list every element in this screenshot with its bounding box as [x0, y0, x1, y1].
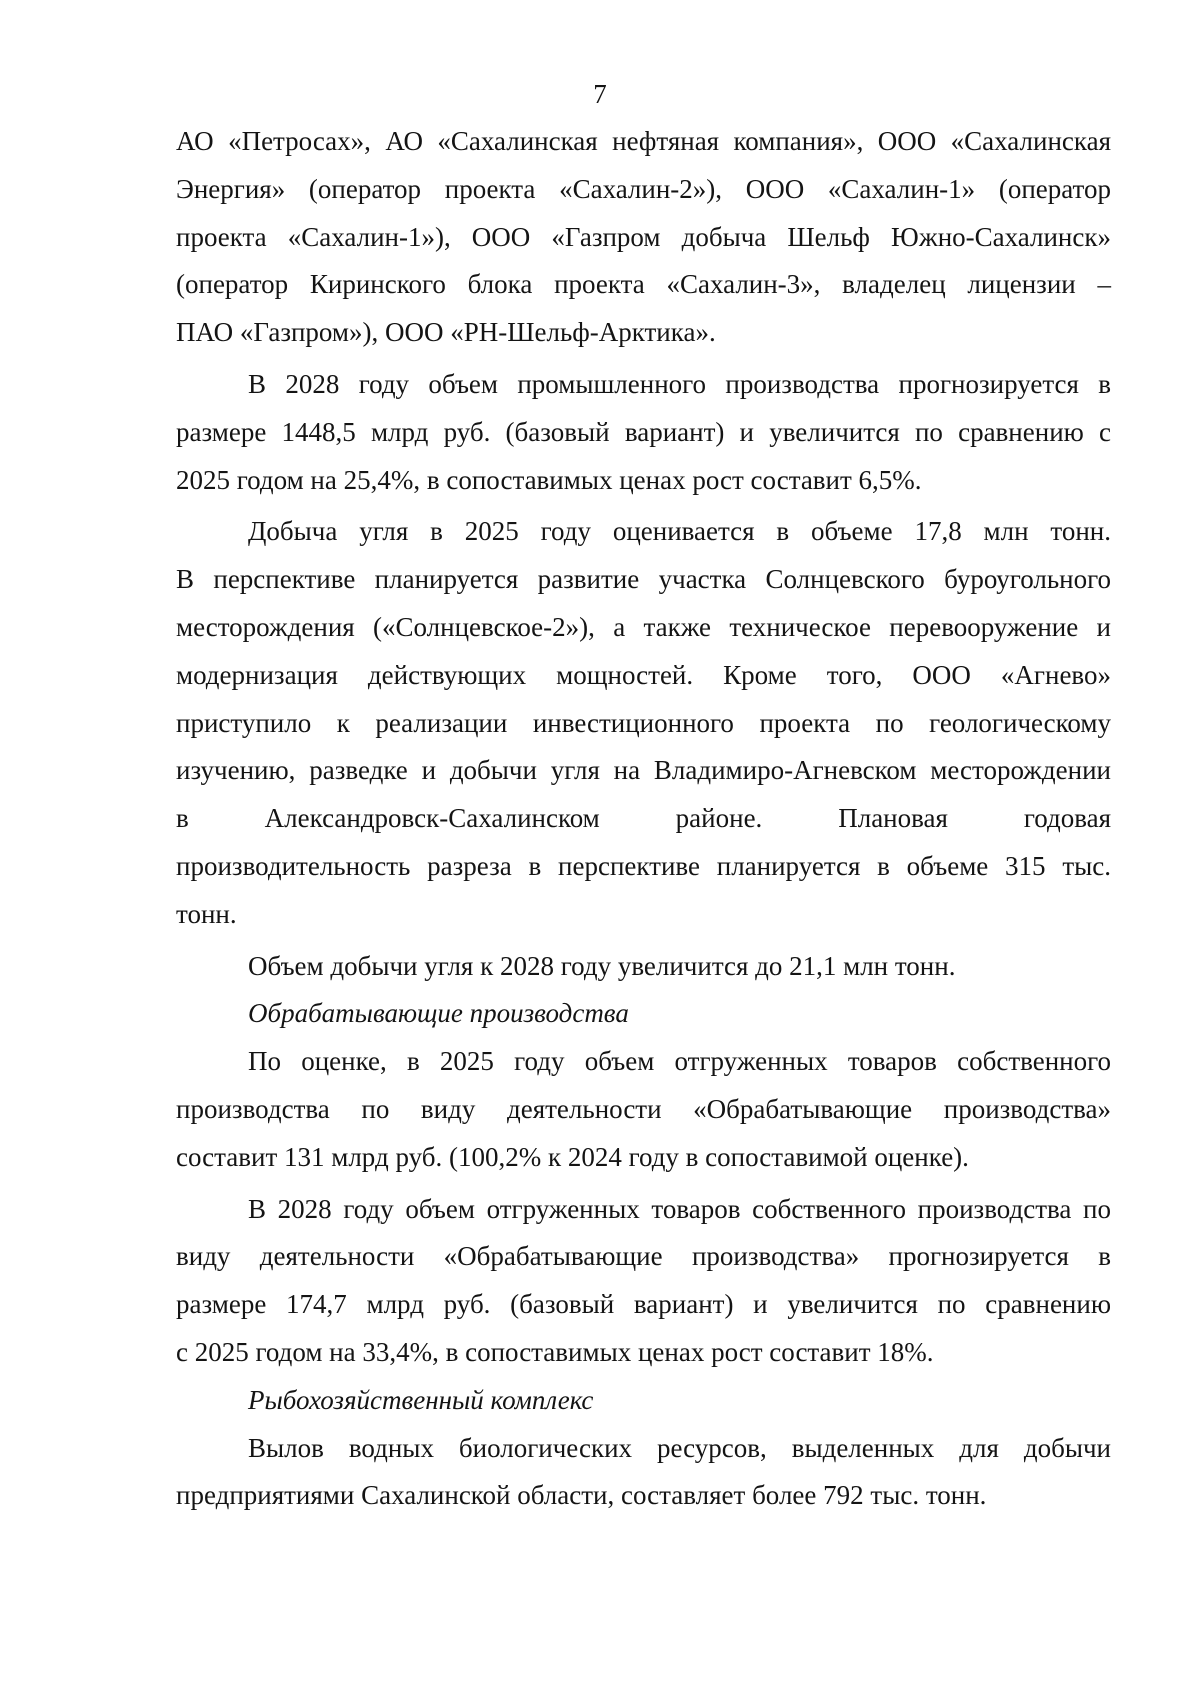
- paragraph-operators: [176, 118, 1111, 357]
- text-line: в Александровск-Сахалинском районе. Плановая годовая: [176, 803, 1111, 834]
- text-line: модернизация действующих мощностей. Кроме того, ООО «Агнево»: [176, 659, 1111, 690]
- text-line: производительность разреза в перспективе планируется в объеме 315 тыс.: [176, 850, 1111, 881]
- text-line: Вылов водных биологических ресурсов, выделенных для добычи: [248, 1432, 1111, 1463]
- text-line: тонн.: [176, 898, 237, 929]
- text-line: приступило к реализации инвестиционного проекта по геологическому: [176, 707, 1111, 738]
- section-heading-fishery: Рыбохозяйственный комплекс: [248, 1384, 594, 1415]
- text-line: По оценке, в 2025 году объем отгруженных товаров собственного: [248, 1046, 1111, 1077]
- text-line: месторождения («Солнцевское-2»), а также техническое перевооружение и: [176, 611, 1111, 642]
- text-line: размере 1448,5 млрд руб. (базовый вариант) и увеличится по сравнению с: [176, 416, 1111, 447]
- text-line: 2025 годом на 25,4%, в сопоставимых ценах рост составит 6,5%.: [176, 464, 922, 495]
- text-line: В перспективе планируется развитие участка Солнцевского буроугольного: [176, 564, 1111, 595]
- text-line: Объем добычи угля к 2028 году увеличится до 21,1 млн тонн.: [248, 950, 956, 981]
- text-line: проекта «Сахалин-1»), ООО «Газпром добыча Шельф Южно-Сахалинск»: [176, 221, 1111, 252]
- text-line: изучению, разведке и добычи угля на Владимиро-Агневском месторождении: [176, 755, 1111, 786]
- paragraph-industrial-forecast: [176, 361, 1111, 504]
- paragraph-coal-mining: [176, 508, 1111, 938]
- page-number: 7: [593, 79, 607, 109]
- text-line: с 2025 годом на 33,4%, в сопоставимых ценах рост составит 18%.: [176, 1336, 934, 1367]
- paragraph-manufacturing-estimate: [176, 1038, 1111, 1181]
- paragraph-manufacturing-forecast: [176, 1186, 1111, 1377]
- text-line: В 2028 году объем отгруженных товаров собственного производства по: [248, 1193, 1111, 1224]
- text-line: производства по виду деятельности «Обрабатывающие производства»: [176, 1093, 1111, 1124]
- text-line: размере 174,7 млрд руб. (базовый вариант) и увеличится по сравнению: [176, 1289, 1111, 1320]
- text-line: Добыча угля в 2025 году оценивается в объеме 17,8 млн тонн.: [248, 516, 1111, 547]
- text-line: виду деятельности «Обрабатывающие производства» прогнозируется в: [176, 1241, 1111, 1272]
- text-line: предприятиями Сахалинской области, составляет более 792 тыс. тонн.: [176, 1480, 987, 1511]
- text-line: Энергия» (оператор проекта «Сахалин-2»), ООО «Сахалин-1» (оператор: [176, 173, 1111, 204]
- text-line: АО «Петросах», АО «Сахалинская нефтяная компания», ООО «Сахалинская: [176, 126, 1111, 156]
- paragraph-coal-forecast: [176, 943, 1111, 991]
- text-line: ПАО «Газпром»), ООО «РН-Шельф-Арктика».: [176, 317, 716, 348]
- text-line: В 2028 году объем промышленного производства прогнозируется в: [248, 368, 1111, 399]
- paragraph-fishery-catch: [176, 1425, 1111, 1521]
- text-line: составит 131 млрд руб. (100,2% к 2024 году в сопоставимой оценке).: [176, 1141, 969, 1172]
- document-body: [176, 118, 1111, 1520]
- section-heading-manufacturing: Обрабатывающие производства: [248, 998, 629, 1029]
- text-line: (оператор Киринского блока проекта «Сахалин-3», владелец лицензии –: [176, 269, 1111, 300]
